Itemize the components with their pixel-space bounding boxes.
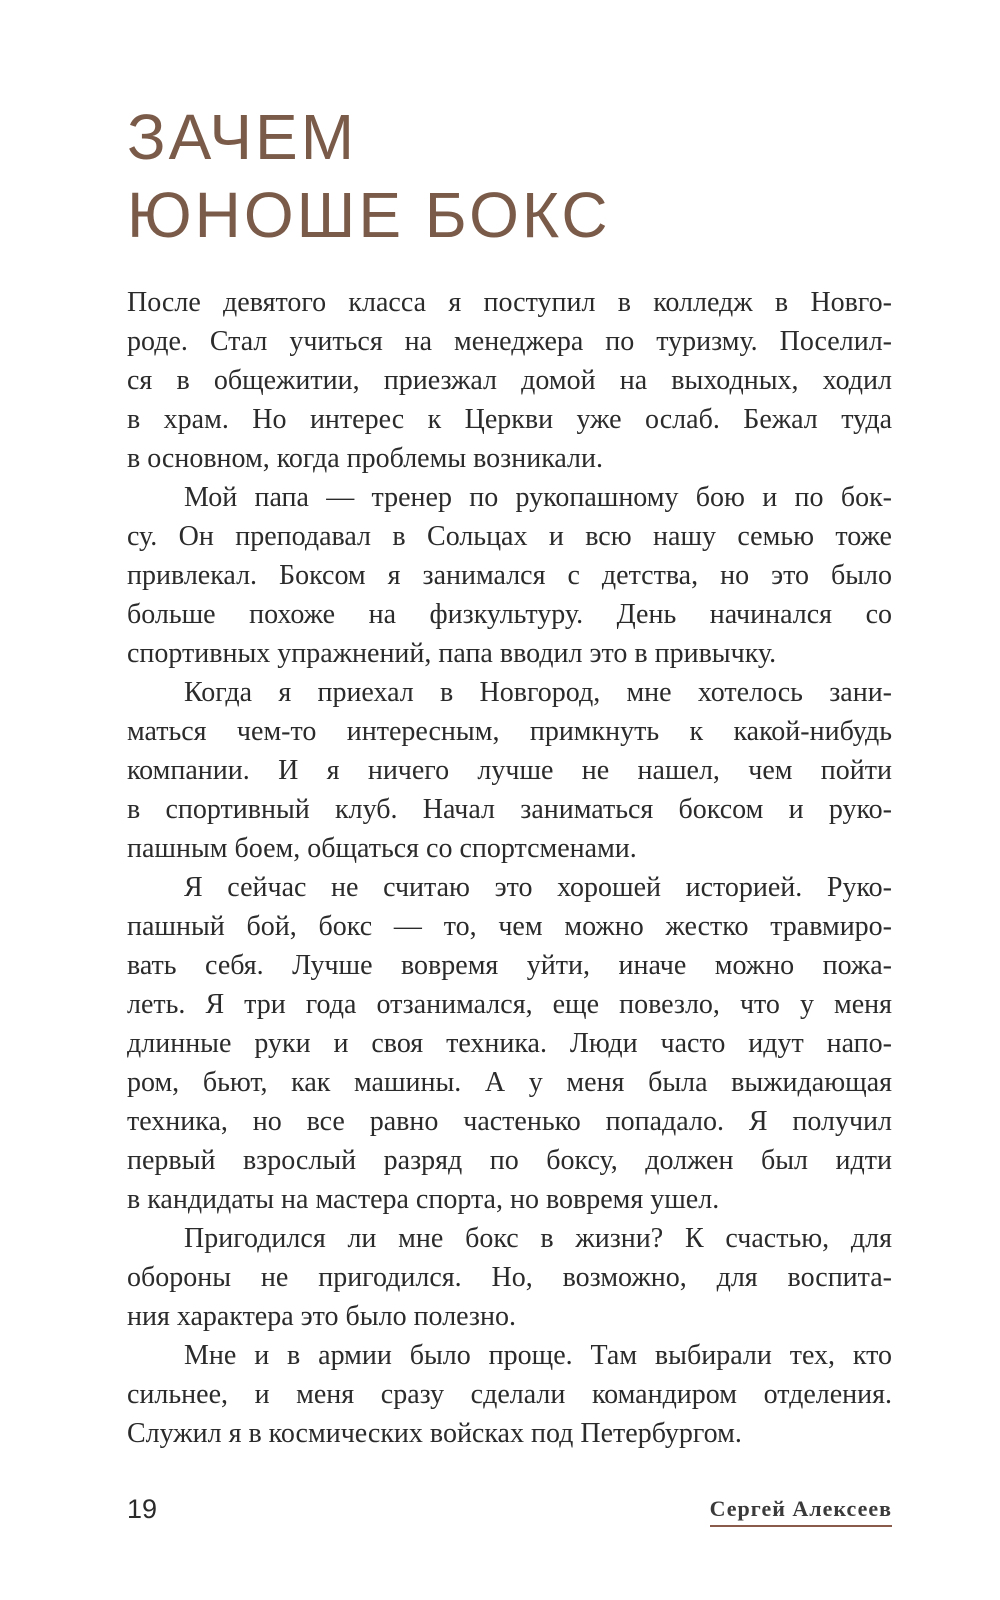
text-line: длинные руки и своя техника. Люди часто идут напо-: [127, 1028, 892, 1059]
text-line: в спортивный клуб. Начал заниматься боксом и руко-: [127, 794, 892, 825]
text-line: ся в общежитии, приезжал домой на выходных, ходил: [127, 365, 892, 396]
text-line: Мой папа — тренер по рукопашному бою и по бок-: [184, 482, 892, 513]
page-number: 19: [127, 1494, 158, 1524]
text-line: вать себя. Лучше вовремя уйти, иначе можно пожа-: [127, 950, 892, 981]
text-line: роде. Стал учиться на менеджера по туризму. Поселил-: [127, 326, 892, 357]
paragraph: [127, 673, 892, 868]
text-line: компании. И я ничего лучше не нашел, чем пойти: [127, 755, 892, 786]
text-line: Когда я приехал в Новгород, мне хотелось зани-: [184, 677, 892, 708]
text-line: сильнее, и меня сразу сделали командиром отделения.: [127, 1379, 892, 1410]
text-line: техника, но все равно частенько попадало. Я получил: [127, 1106, 892, 1137]
text-line: обороны не пригодился. Но, возможно, для воспита-: [127, 1262, 892, 1293]
text-line: привлекал. Боксом я занимался с детства, но это было: [127, 560, 892, 591]
body-text: [127, 283, 892, 1453]
text-line: в кандидаты на мастера спорта, но вовремя ушел.: [127, 1184, 720, 1215]
chapter-title: [127, 98, 907, 254]
text-line: пашный бой, бокс — то, чем можно жестко травмиро-: [127, 911, 892, 942]
paragraph: [127, 868, 892, 1219]
paragraph: [127, 283, 892, 478]
text-line: После девятого класса я поступил в колледж в Новго-: [127, 287, 892, 318]
text-line: су. Он преподавал в Сольцах и всю нашу семью тоже: [127, 521, 892, 552]
chapter-title-line-2: ЮНОШЕ БОКС: [127, 179, 611, 251]
text-line: Пригодился ли мне бокс в жизни? К счастью, для: [184, 1223, 892, 1254]
text-line: леть. Я три года отзанимался, еще повезло, что у меня: [127, 989, 892, 1020]
text-line: первый взрослый разряд по боксу, должен был идти: [127, 1145, 892, 1176]
text-line: больше похоже на физкультуру. День начинался со: [127, 599, 892, 630]
text-line: спортивных упражнений, папа вводил это в привычку.: [127, 638, 777, 669]
text-line: Служил я в космических войсках под Петербургом.: [127, 1418, 742, 1449]
paragraph: [127, 1219, 892, 1336]
text-line: пашным боем, общаться со спортсменами.: [127, 833, 637, 864]
paragraph: [127, 478, 892, 673]
text-line: ния характера это было полезно.: [127, 1301, 516, 1332]
text-line: маться чем-то интересным, примкнуть к какой-нибудь: [127, 716, 892, 747]
text-line: в храм. Но интерес к Церкви уже ослаб. Бежал туда: [127, 404, 892, 435]
text-line: в основном, когда проблемы возникали.: [127, 443, 603, 474]
chapter-title-line-1: ЗАЧЕМ: [127, 101, 357, 173]
text-line: Я сейчас не считаю это хорошей историей. Руко-: [184, 872, 892, 903]
running-footer-author: Сергей Алексеев: [710, 1496, 892, 1527]
paragraph: [127, 1336, 892, 1453]
text-line: Мне и в армии было проще. Там выбирали тех, кто: [184, 1340, 892, 1371]
text-line: ром, бьют, как машины. А у меня была выжидающая: [127, 1067, 892, 1098]
